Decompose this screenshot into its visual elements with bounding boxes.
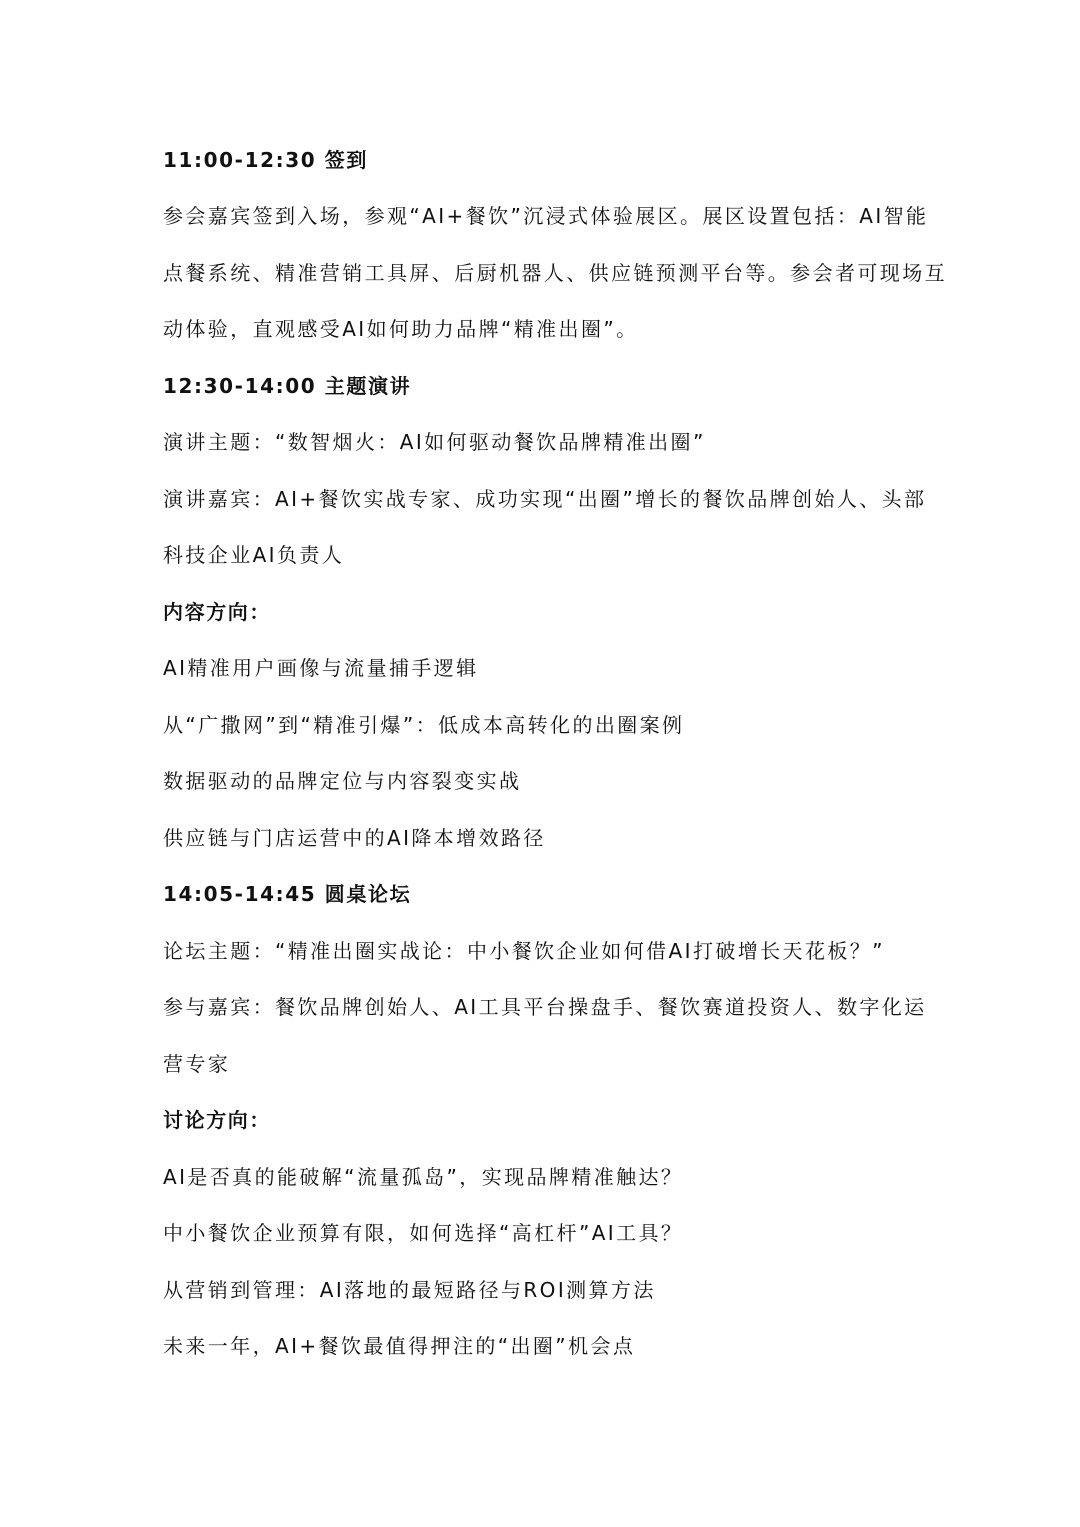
discussion-direction-heading: 讨论方向： (163, 1108, 271, 1132)
keynote-speakers-line-1: 演讲嘉宾：AI+餐饮实战专家、成功实现“出圈”增长的餐饮品牌创始人、头部 (163, 487, 927, 511)
content-direction-heading: 内容方向： (163, 600, 271, 624)
forum-guests-line-1: 参与嘉宾：餐饮品牌创始人、AI工具平台操盘手、餐饮赛道投资人、数字化运 (163, 995, 927, 1019)
checkin-paragraph-line-3: 动体验，直观感受AI如何助力品牌“精准出圈”。 (163, 317, 639, 341)
checkin-heading: 11:00-12:30 签到 (163, 148, 368, 172)
content-item: 数据驱动的品牌定位与内容裂变实战 (163, 769, 522, 793)
discussion-item: 中小餐饮企业预算有限，如何选择“高杠杆”AI工具？ (163, 1221, 684, 1245)
content-item: AI精准用户画像与流量捕手逻辑 (163, 656, 479, 680)
content-item: 供应链与门店运营中的AI降本增效路径 (163, 826, 546, 850)
keynote-speakers-line-2: 科技企业AI负责人 (163, 543, 345, 567)
checkin-paragraph-line-1: 参会嘉宾签到入场，参观“AI+餐饮”沉浸式体验展区。展区设置包括：AI智能 (163, 204, 929, 228)
forum-heading: 14:05-14:45 圆桌论坛 (163, 882, 412, 906)
discussion-item: AI是否真的能破解“流量孤岛”，实现品牌精准触达？ (163, 1165, 684, 1189)
keynote-heading: 12:30-14:00 主题演讲 (163, 374, 412, 398)
forum-topic: 论坛主题：“精准出圈实战论：中小餐饮企业如何借AI打破增长天花板？” (163, 939, 885, 963)
content-item: 从“广撒网”到“精准引爆”：低成本高转化的出圈案例 (163, 713, 685, 737)
forum-guests-line-2: 营专家 (163, 1052, 231, 1076)
checkin-paragraph-line-2: 点餐系统、精准营销工具屏、后厨机器人、供应链预测平台等。参会者可现场互 (163, 261, 947, 285)
discussion-item: 未来一年，AI+餐饮最值得押注的“出圈”机会点 (163, 1334, 636, 1358)
discussion-item: 从营销到管理：AI落地的最短路径与ROI测算方法 (163, 1278, 656, 1302)
keynote-topic: 演讲主题：“数智烟火：AI如何驱动餐饮品牌精准出圈” (163, 430, 706, 454)
